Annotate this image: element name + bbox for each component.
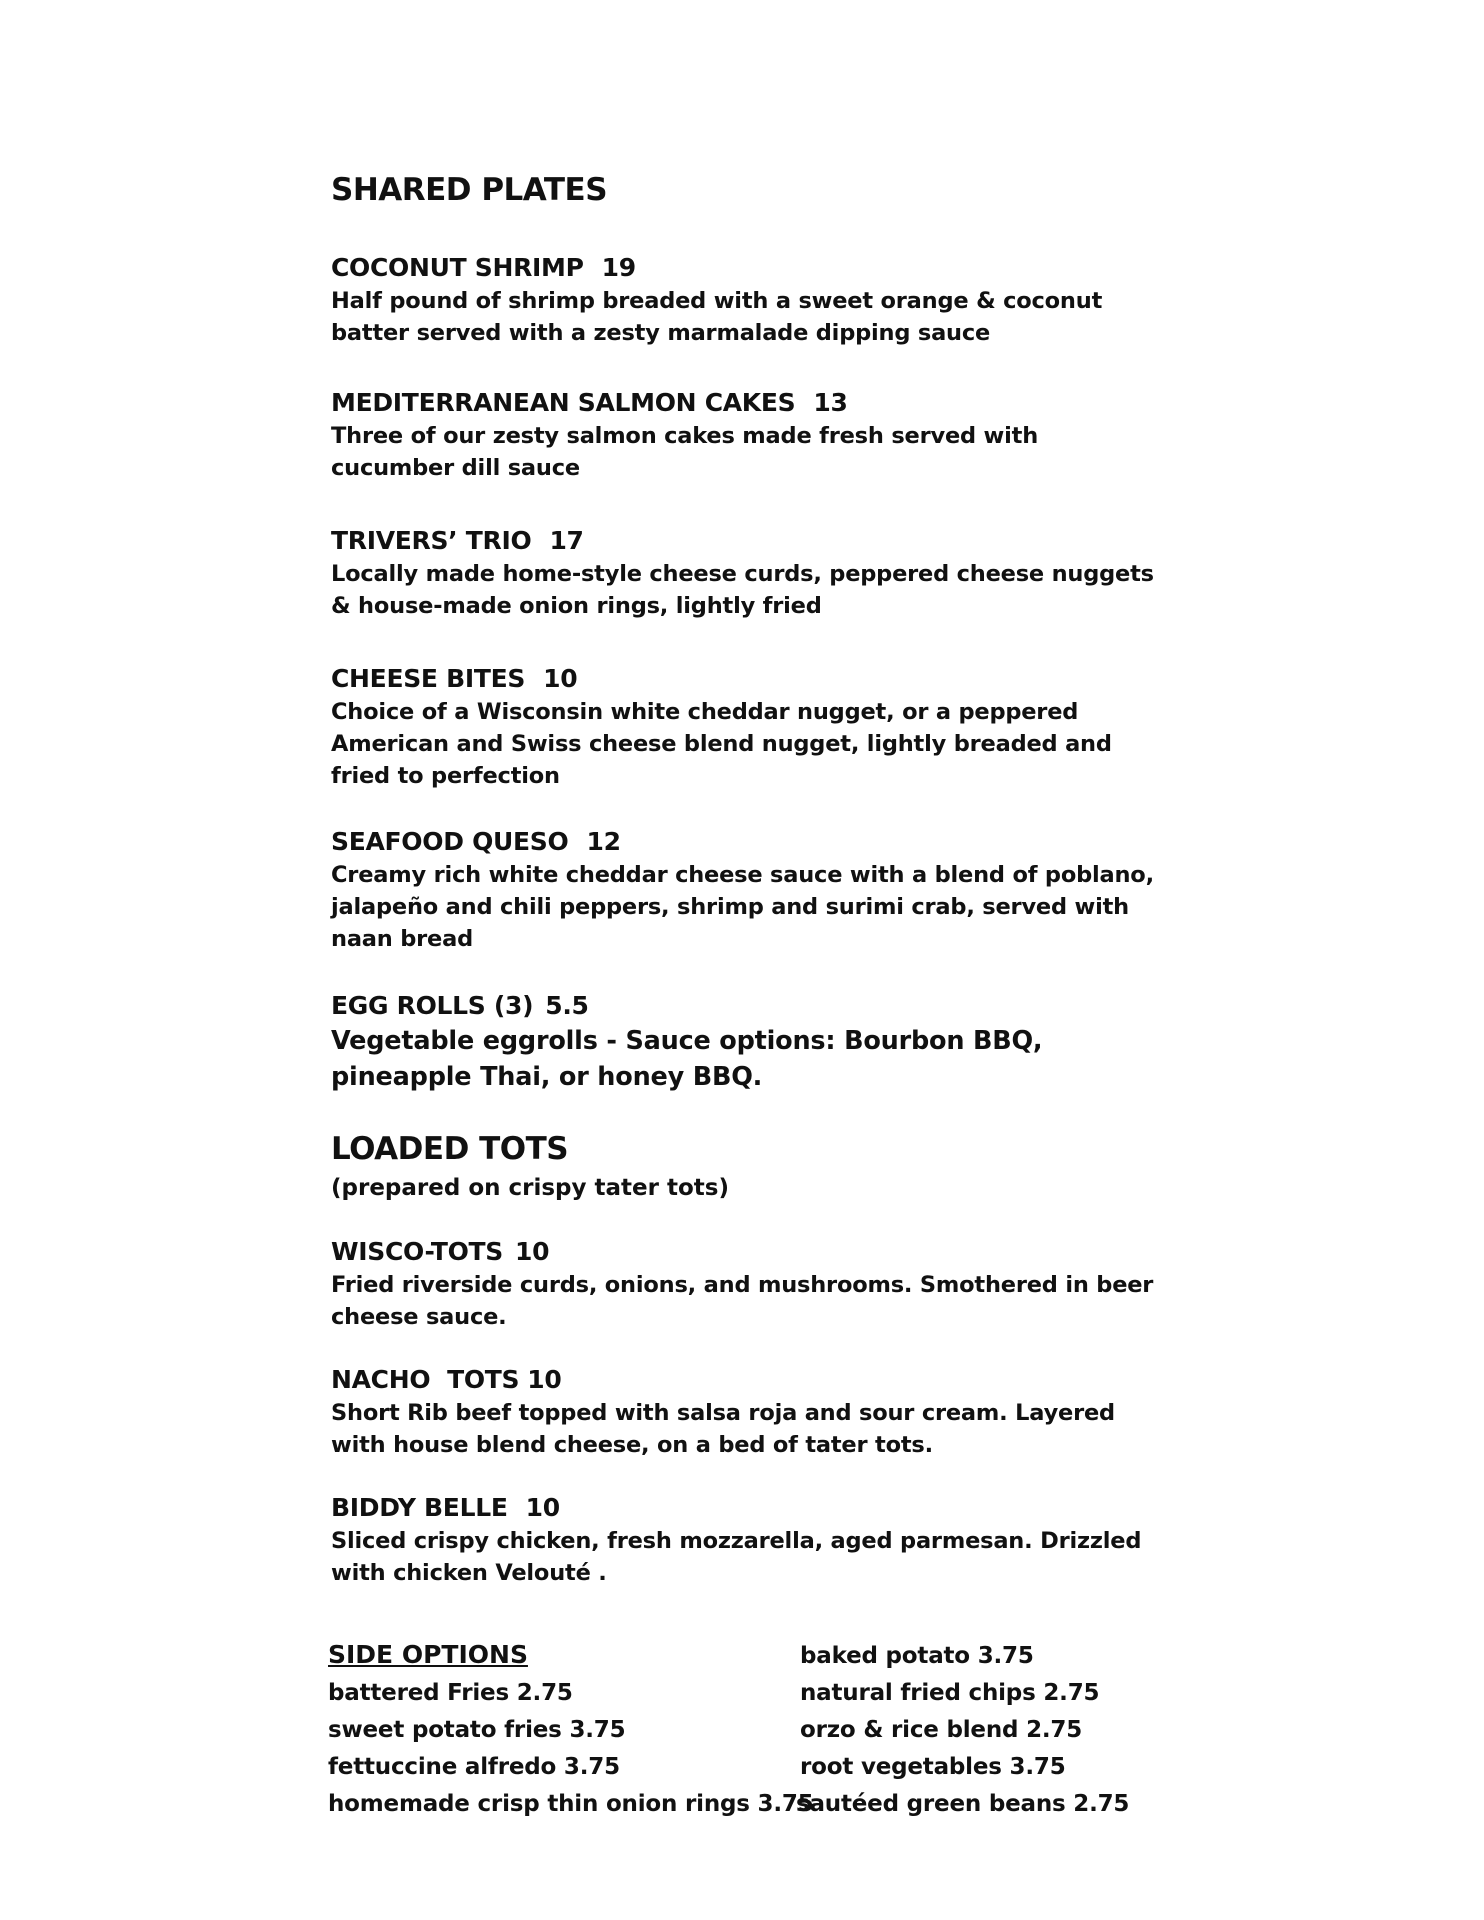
item-title bbox=[331, 1365, 1161, 1395]
loaded-tots-heading: LOADED TOTS bbox=[331, 1131, 569, 1167]
side-option-item: sweet potato fries 3.75 bbox=[328, 1717, 626, 1743]
menu-item-coconut-shrimp bbox=[331, 253, 1161, 349]
item-name: WISCO-TOTS bbox=[331, 1237, 504, 1266]
item-title bbox=[331, 526, 1161, 556]
item-description: Creamy rich white cheddar cheese sauce with a blend of poblano, jalapeño and chili peppers, shrimp and surimi crab, served with naan bread bbox=[331, 862, 1154, 952]
side-option-item: battered Fries 2.75 bbox=[328, 1680, 573, 1706]
item-title bbox=[331, 1237, 1161, 1267]
item-name: BIDDY BELLE bbox=[331, 1493, 508, 1522]
menu-item-mediterranean-salmon-cakes bbox=[331, 388, 1161, 484]
item-price: 17 bbox=[549, 526, 584, 555]
menu-item-seafood-queso bbox=[331, 827, 1161, 955]
item-title bbox=[331, 388, 1161, 418]
menu-item-trivers-trio bbox=[331, 526, 1161, 622]
item-price: 10 bbox=[525, 1493, 560, 1522]
item-description: Vegetable eggrolls - Sauce options: Bourbon BBQ, pineapple Thai, or honey BBQ. bbox=[331, 1026, 1043, 1092]
menu-item-biddy-belle bbox=[331, 1493, 1161, 1589]
item-price: 12 bbox=[586, 827, 621, 856]
item-price: 5.5 bbox=[545, 991, 589, 1020]
item-description: Sliced crispy chicken, fresh mozzarella, aged parmesan. Drizzled with chicken Velouté . bbox=[331, 1528, 1142, 1586]
item-name: NACHO TOTS bbox=[331, 1365, 520, 1394]
item-name: EGG ROLLS (3) bbox=[331, 991, 534, 1020]
side-options-heading: SIDE OPTIONS bbox=[328, 1640, 528, 1669]
item-description: Locally made home-style cheese curds, peppered cheese nuggets & house-made onion rings, lightly fried bbox=[331, 561, 1154, 619]
menu-item-wisco-tots bbox=[331, 1237, 1161, 1333]
menu-item-cheese-bites bbox=[331, 664, 1161, 792]
item-description: Choice of a Wisconsin white cheddar nugget, or a peppered American and Swiss cheese blend nugget, lightly breaded and fried to perfection bbox=[331, 699, 1112, 789]
shared-plates-heading: SHARED PLATES bbox=[331, 172, 608, 208]
item-description: Short Rib beef topped with salsa roja and sour cream. Layered with house blend cheese, on a bed of tater tots. bbox=[331, 1400, 1115, 1458]
side-option-item: sautéed green beans 2.75 bbox=[796, 1791, 1130, 1817]
item-description: Fried riverside curds, onions, and mushrooms. Smothered in beer cheese sauce. bbox=[331, 1272, 1154, 1330]
side-options-right-list bbox=[796, 1638, 1130, 1823]
side-option-item: homemade crisp thin onion rings 3.75 bbox=[328, 1791, 814, 1817]
side-option-item: root vegetables 3.75 bbox=[800, 1754, 1066, 1780]
item-title bbox=[331, 253, 1161, 283]
side-option-item: fettuccine alfredo 3.75 bbox=[328, 1754, 620, 1780]
menu-item-egg-rolls bbox=[331, 991, 1161, 1095]
item-name: CHEESE BITES bbox=[331, 664, 526, 693]
item-description: Three of our zesty salmon cakes made fresh served with cucumber dill sauce bbox=[331, 423, 1039, 481]
item-price: 10 bbox=[515, 1237, 550, 1266]
item-title bbox=[331, 991, 1161, 1021]
item-price: 10 bbox=[527, 1365, 562, 1394]
item-price: 19 bbox=[601, 253, 636, 282]
side-option-item: orzo & rice blend 2.75 bbox=[800, 1717, 1083, 1743]
item-title bbox=[331, 827, 1161, 857]
loaded-tots-note: (prepared on crispy tater tots) bbox=[331, 1175, 729, 1201]
item-name: SEAFOOD QUESO bbox=[331, 827, 569, 856]
item-title bbox=[331, 1493, 1161, 1523]
item-price: 13 bbox=[813, 388, 848, 417]
item-name: MEDITERRANEAN SALMON CAKES bbox=[331, 388, 796, 417]
item-price: 10 bbox=[543, 664, 578, 693]
item-description: Half pound of shrimp breaded with a sweet orange & coconut batter served with a zesty marmalade dipping sauce bbox=[331, 288, 1103, 346]
item-name: TRIVERS’ TRIO bbox=[331, 526, 532, 555]
menu-item-nacho-tots bbox=[331, 1365, 1161, 1461]
side-option-item: natural fried chips 2.75 bbox=[800, 1680, 1100, 1706]
side-option-item: baked potato 3.75 bbox=[800, 1643, 1034, 1669]
item-name: COCONUT SHRIMP bbox=[331, 253, 584, 282]
side-options-left-list bbox=[328, 1675, 814, 1823]
item-title bbox=[331, 664, 1161, 694]
